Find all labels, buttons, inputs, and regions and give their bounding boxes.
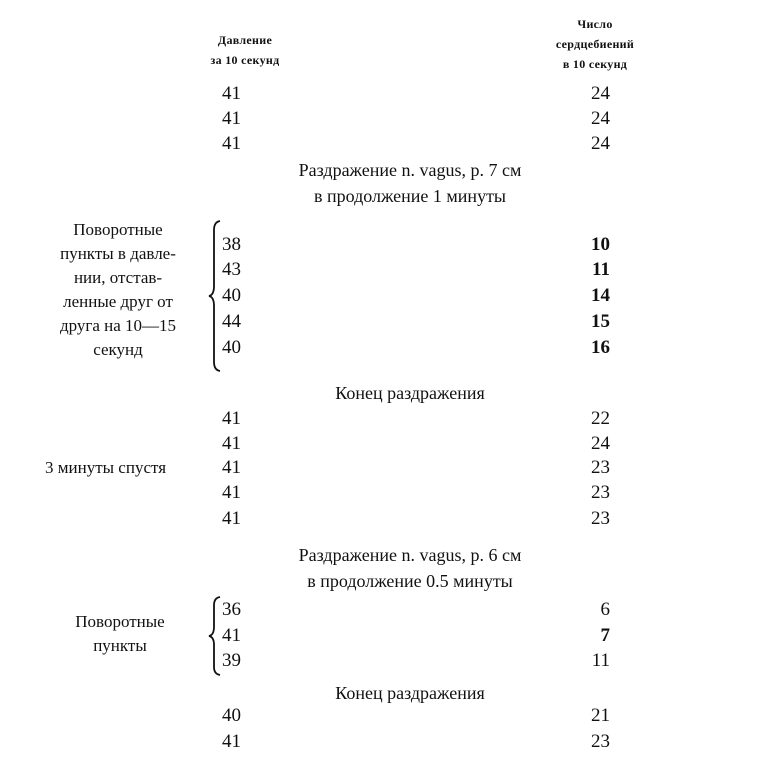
pressure-value: 43: [222, 259, 241, 280]
heartbeat-column-header: [520, 14, 670, 74]
pressure-value: 41: [222, 133, 241, 154]
heartbeat-value: 24: [591, 433, 610, 454]
end-of-stimulation-2: Конец раздражения: [335, 683, 485, 703]
heartbeat-value: 24: [591, 108, 610, 129]
side1-line: пункты в давле-: [60, 244, 176, 263]
pressure-value: 41: [222, 408, 241, 429]
end-of-stimulation-1: Конец раздражения: [335, 383, 485, 403]
three-minutes-later-label: 3 минуты спустя: [45, 458, 167, 477]
stimulation-note-1: [160, 157, 660, 209]
heartbeat-value: 24: [591, 83, 610, 104]
pressure-value: 40: [222, 337, 241, 358]
stimulation-note-1-line-1: Раздражение n. vagus, р. 7 см: [298, 160, 522, 180]
heartbeat-value: 22: [591, 408, 610, 429]
heartbeat-header-line-1: Число: [577, 17, 613, 31]
heartbeat-value: 21: [591, 705, 610, 726]
pressure-value: 36: [222, 599, 241, 620]
pressure-value: 41: [222, 625, 241, 646]
side1-line: Поворотные: [73, 220, 163, 239]
heartbeat-value: 14: [591, 285, 610, 306]
heartbeat-header-line-3: в 10 секунд: [562, 57, 628, 71]
turning-points-label-1: [28, 218, 208, 362]
heartbeat-value: 23: [591, 731, 610, 752]
heartbeat-value: 23: [591, 482, 610, 503]
pressure-header-line-1: Давление: [217, 33, 273, 47]
pressure-value: 41: [222, 457, 241, 478]
pressure-value: 41: [222, 83, 241, 104]
pressure-value: 40: [222, 705, 241, 726]
heartbeat-value: 24: [591, 133, 610, 154]
heartbeat-value: 10: [591, 234, 610, 255]
side1-line: секунд: [93, 340, 143, 359]
side2-line: Поворотные: [75, 612, 165, 631]
turning-points-label-2: [30, 610, 210, 658]
pressure-value: 41: [222, 482, 241, 503]
pressure-column-header: [170, 30, 320, 70]
pressure-header-line-2: за 10 секунд: [210, 53, 280, 67]
pressure-value: 44: [222, 311, 241, 332]
side1-line: ленные друг от: [63, 292, 173, 311]
stimulation-note-1-line-2: в продолжение 1 минуты: [313, 186, 507, 206]
side2-line: пункты: [93, 636, 147, 655]
heartbeat-header-line-2: сердцебиений: [555, 37, 635, 51]
stimulation-note-2: [160, 542, 660, 594]
pressure-value: 41: [222, 731, 241, 752]
curly-brace-icon: [206, 220, 222, 372]
pressure-value: 41: [222, 508, 241, 529]
side1-line: друга на 10—15: [59, 316, 177, 335]
pressure-value: 41: [222, 108, 241, 129]
heartbeat-value: 11: [592, 259, 610, 280]
curly-brace-icon: [206, 596, 222, 676]
stimulation-note-2-line-2: в продолжение 0.5 минуты: [307, 571, 513, 591]
heartbeat-value: 23: [591, 457, 610, 478]
heartbeat-value: 7: [600, 625, 610, 646]
side1-line: нии, отстав-: [73, 268, 163, 287]
pressure-value: 38: [222, 234, 241, 255]
heartbeat-value: 16: [591, 337, 610, 358]
pressure-value: 41: [222, 433, 241, 454]
heartbeat-value: 11: [591, 650, 610, 671]
heartbeat-value: 6: [600, 599, 610, 620]
heartbeat-value: 23: [591, 508, 610, 529]
pressure-value: 39: [222, 650, 241, 671]
pressure-value: 40: [222, 285, 241, 306]
stimulation-note-2-line-1: Раздражение n. vagus, р. 6 см: [298, 545, 522, 565]
heartbeat-value: 15: [591, 311, 610, 332]
